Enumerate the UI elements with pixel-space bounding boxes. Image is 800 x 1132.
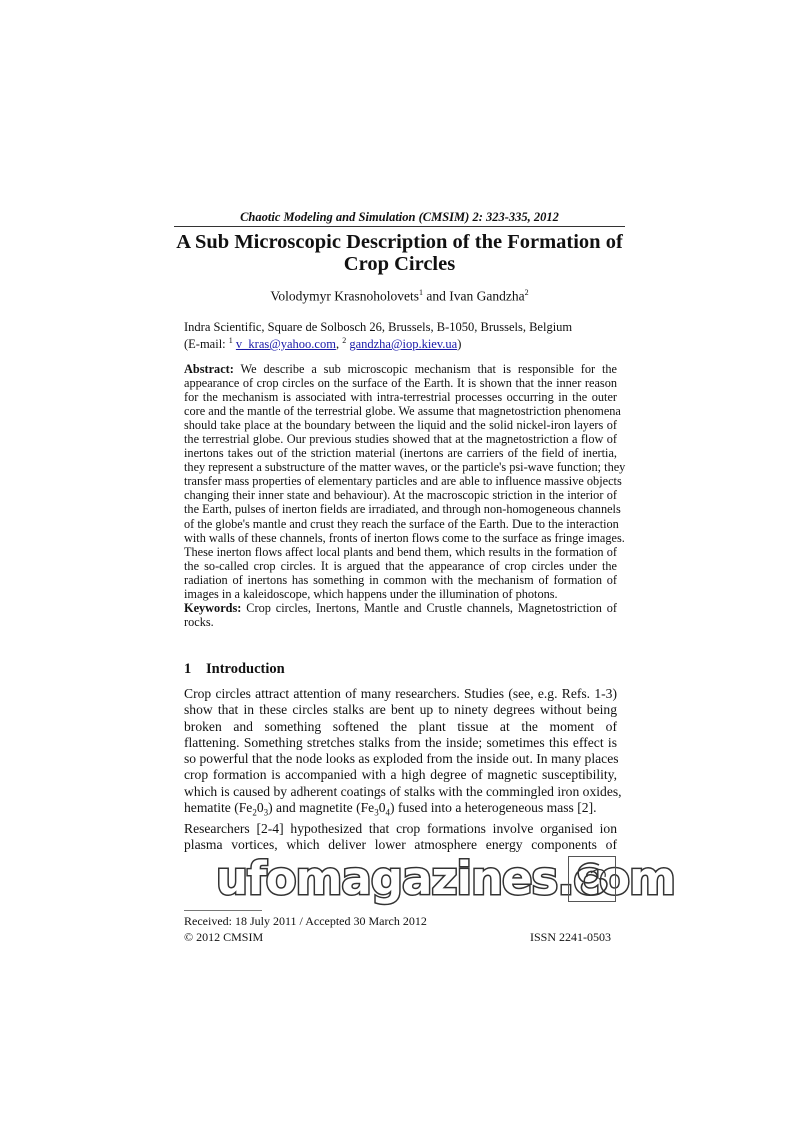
- abstract-line: These inerton flows affect local plants and bend them, which results in the formation of: [184, 544, 617, 559]
- footnote-rule: [184, 910, 262, 911]
- intro-line: Researchers [2-4] hypothesized that crop formations involve organised ion: [184, 821, 617, 837]
- email-prefix: (E-mail:: [184, 337, 229, 352]
- section-heading: [184, 661, 285, 678]
- subscript: 3: [374, 807, 379, 818]
- abstract-line: [184, 362, 617, 376]
- journal-logo-icon: [568, 856, 616, 902]
- abstract-label: Abstract:: [184, 362, 234, 376]
- text-run: hematite (Fe: [184, 800, 253, 816]
- abstract-line: images in a kaleidoscope, which happens under the illumination of photons.: [184, 586, 558, 601]
- title-line: A Sub Microscopic Description of the Formation of: [176, 231, 623, 253]
- intro-line: plasma vortices, which deliver lower atmosphere energy components of: [184, 837, 617, 853]
- abstract-line: changing their inner state and behaviour). At the macroscopic striction in the interior of: [184, 488, 617, 503]
- email-suffix: ): [457, 337, 462, 352]
- abstract-line: inertons takes out of the striction material (inertons are carriers of the field of inertia,: [184, 446, 617, 461]
- intro-formula-line: [184, 800, 617, 821]
- abstract-line: of the globe's mantle and crust they reach the surface of the Earth. Due to the interaction: [184, 516, 619, 531]
- text-run: ) and magnetite (Fe: [268, 800, 375, 816]
- introduction-text: [184, 686, 622, 854]
- section-title: Introduction: [206, 661, 285, 677]
- abstract-line: should take place at the boundary between the liquid and the solid nickel-iron layers of: [184, 418, 617, 433]
- text-run: ) fused into a heterogeneous mass [2].: [390, 800, 597, 816]
- abstract-line: transfer mass properties of elementary particles and are able to influence massive objects: [184, 474, 622, 489]
- email-mark: 1: [228, 336, 233, 345]
- keywords-line: rocks.: [184, 614, 214, 629]
- abstract-line: core and the mantle of the terrestrial globe. We assume that magnetostriction phenomena: [184, 404, 621, 419]
- journal-header: Chaotic Modeling and Simulation (CMSIM) 2: 323-335, 2012: [240, 210, 559, 224]
- intro-line: so powerful that the node looks as exploded from the inside out. In many places: [184, 751, 619, 767]
- subscript: 3: [263, 807, 269, 818]
- text-run: 0: [256, 800, 264, 816]
- issn: ISSN 2241-0503: [530, 930, 612, 944]
- authors: [174, 288, 625, 305]
- intro-line: crop formation is accompanied with a high degree of magnetic susceptibility,: [184, 767, 617, 783]
- keywords-text: Crop circles, Inertons, Mantle and Crustle channels, Magnetostriction of: [241, 600, 617, 615]
- subscript: 2: [252, 807, 257, 818]
- intro-line: which is caused by adherent coatings of stalks with the commingled iron oxides,: [184, 783, 622, 799]
- affiliation-block: [184, 320, 572, 351]
- intro-line: flattening. Something stretches stalks from the inside; sometimes this effect is: [184, 734, 617, 750]
- abstract-line: radiation of inertons has something in common with the mechanism of formation of: [184, 572, 617, 587]
- author-name: Ivan Gandzha: [449, 288, 525, 304]
- subscript: 4: [385, 807, 390, 818]
- intro-line: Crop circles attract attention of many researchers. Studies (see, e.g. Refs. 1-3): [184, 686, 617, 701]
- affiliation: Indra Scientific, Square de Solbosch 26, Brussels, B-1050, Brussels, Belgium: [184, 320, 573, 334]
- email-mark: 2: [342, 336, 347, 345]
- paper-title: [174, 231, 625, 275]
- abstract: [184, 362, 626, 629]
- email-link-2[interactable]: gandzha@iop.kiev.ua: [349, 337, 458, 352]
- keywords-label: Keywords:: [184, 600, 242, 615]
- email-line: [184, 334, 572, 351]
- title-line: Crop Circles: [343, 253, 456, 275]
- author-name: Volodymyr Krasnoholovets: [270, 288, 420, 304]
- keywords-line: [184, 601, 617, 615]
- intro-line: show that in these circles stalks are bent up to ninety degrees without being: [184, 702, 617, 718]
- abstract-line: the Earth, pulses of inerton fields are irradiated, and through non-homogeneous channels: [184, 502, 621, 517]
- affiliation-mark: 2: [524, 288, 529, 297]
- abstract-line: for the mechanism is associated with intra-terrestrial processes occurring in the outer: [184, 390, 617, 405]
- section-number: 1: [184, 661, 192, 677]
- author-conjunction: and: [423, 288, 450, 304]
- abstract-line: the terrestrial globe. Our previous studies showed that at the magnetostriction a flow of: [184, 432, 617, 447]
- email-separator: ,: [335, 337, 343, 352]
- abstract-line: they represent a substructure of the matter waves, or the particle's psi-wave function; they: [184, 460, 626, 475]
- abstract-line: with walls of these channels, fronts of inerton flows come to the surface as fringe images.: [184, 530, 625, 545]
- abstract-line: appearance of crop circles on the surface of the Earth. It is shown that the inner reason: [184, 376, 617, 391]
- text-run: 0: [378, 800, 386, 816]
- received-dates: Received: 18 July 2011 / Accepted 30 March 2012: [184, 914, 427, 928]
- abstract-text: We describe a sub microscopic mechanism that is responsible for the: [233, 362, 617, 376]
- intro-line: broken and something softened the plant tissue at the moment of: [184, 718, 617, 734]
- abstract-line: the so-called crop circles. It is argued that the appearance of crop circles under the: [184, 558, 617, 573]
- email-link-1[interactable]: v_kras@yahoo.com: [235, 337, 336, 352]
- watermark: ufomagazines.com: [216, 852, 675, 905]
- header-rule: [174, 226, 625, 227]
- copyright: © 2012 CMSIM: [184, 930, 264, 944]
- affiliation-mark: 1: [419, 288, 424, 297]
